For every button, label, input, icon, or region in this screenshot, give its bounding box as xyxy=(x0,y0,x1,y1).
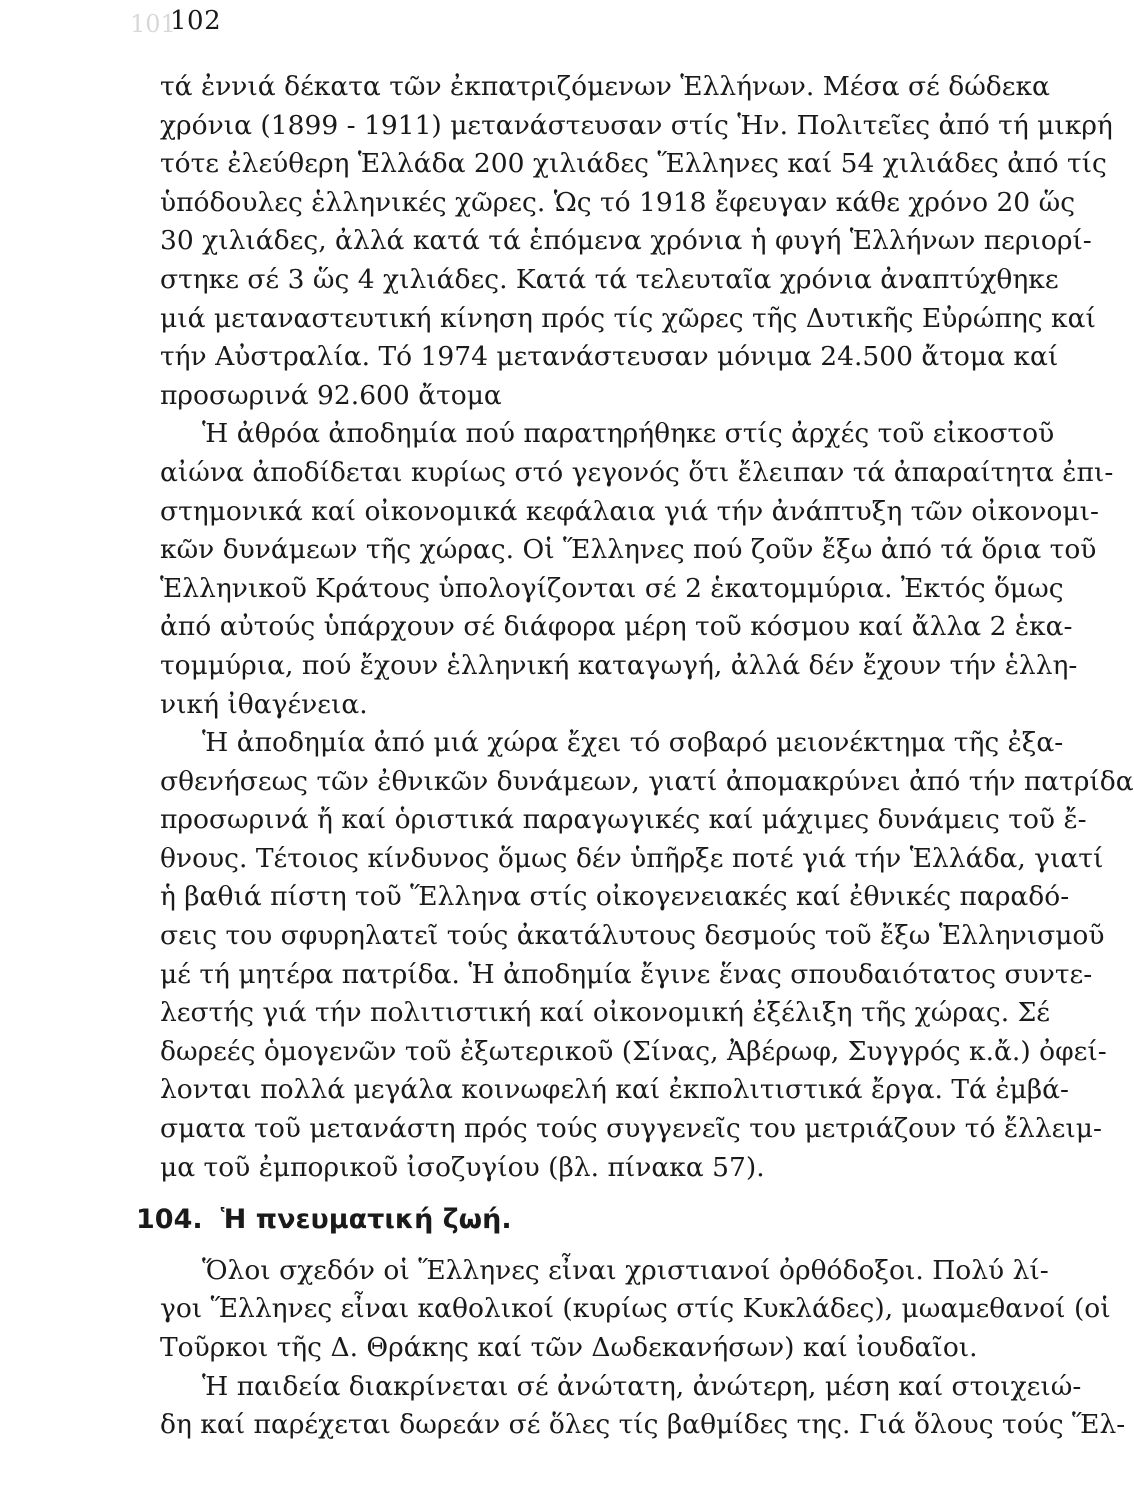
text-line: θνους. Τέτοιος κίνδυνος ὅμως δέν ὑπῆρξε ποτέ γιά τήν Ἑλλάδα, γιατί xyxy=(160,842,1104,874)
page-body xyxy=(136,68,1134,1445)
text-line: Ἡ ἀποδημία ἀπό μιά χώρα ἔχει τό σοβαρό μειονέκτημα τῆς ἐξα- xyxy=(202,727,1064,759)
text-line: Ἡ παιδεία διακρίνεται σέ ἀνώτατη, ἀνώτερη, μέση καί στοιχειώ- xyxy=(202,1370,1082,1402)
text-line: ἀπό αὐτούς ὑπάρχουν σέ διάφορα μέρη τοῦ κόσμου καί ἄλλα 2 ἑκα- xyxy=(160,611,1073,643)
text-line: στημονικά καί οἰκονομικά κεφάλαια γιά τήν ἀνάπτυξη τῶν οἰκονομι- xyxy=(160,495,1099,527)
text-line: τήν Αὐστραλία. Τό 1974 μετανάστευσαν μόνιμα 24.500 ἄτομα καί xyxy=(160,341,1059,373)
text-line: σθενήσεως τῶν ἐθνικῶν δυνάμεων, γιατί ἀπομακρύνει ἀπό τήν πατρίδα xyxy=(160,765,1134,797)
text-line: Ὅλοι σχεδόν οἱ Ἕλληνες εἶναι χριστιανοί ὀρθόδοξοι. Πολύ λί- xyxy=(202,1254,1049,1286)
text-line: μα τοῦ ἐμπορικοῦ ἰσοζυγίου (βλ. πίνακα 57). xyxy=(160,1151,765,1183)
text-line: σεις του σφυρηλατεῖ τούς ἀκατάλυτους δεσμούς τοῦ ἔξω Ἑλληνισμοῦ xyxy=(160,920,1105,952)
text-line: γοι Ἕλληνες εἶναι καθολικοί (κυρίως στίς Κυκλάδες), μωαμεθανοί (οἱ xyxy=(160,1293,1111,1325)
paragraph-2 xyxy=(160,415,1114,724)
text-line: νική ἰθαγένεια. xyxy=(160,688,368,720)
section-heading xyxy=(136,1201,1032,1240)
text-line: Ἑλληνικοῦ Κράτους ὑπολογίζονται σέ 2 ἑκατομμύρια. Ἐκτός ὅμως xyxy=(160,572,1064,604)
text-line: μέ τή μητέρα πατρίδα. Ἡ ἀποδημία ἔγινε ἕνας σπουδαιότατος συντε- xyxy=(160,958,1093,990)
paragraph-3 xyxy=(160,724,1134,1187)
text-line: αἰώνα ἀποδίδεται κυρίως στό γεγονός ὅτι ἔλειπαν τά ἀπαραίτητα ἐπι- xyxy=(160,456,1114,488)
text-line: 30 χιλιάδες, ἀλλά κατά τά ἑπόμενα χρόνια ἡ φυγή Ἑλλήνων περιορί- xyxy=(160,225,1092,257)
section-paragraph-2 xyxy=(160,1368,1126,1445)
text-line: ὑπόδουλες ἑλληνικές χῶρες. Ὡς τό 1918 ἔφευγαν κάθε χρόνο 20 ὥς xyxy=(160,186,1076,218)
text-line: τομμύρια, πού ἔχουν ἑλληνική καταγωγή, ἀλλά δέν ἔχουν τήν ἑλλη- xyxy=(160,649,1078,681)
text-line: ἡ βαθιά πίστη τοῦ Ἕλληνα στίς οἰκογενειακές καί ἐθνικές παραδό- xyxy=(160,881,1070,913)
text-line: σματα τοῦ μετανάστη πρός τούς συγγενεῖς του μετριάζουν τό ἔλλειμ- xyxy=(160,1113,1102,1145)
text-line: στηκε σέ 3 ὥς 4 χιλιάδες. Κατά τά τελευταῖα χρόνια ἀναπτύχθηκε xyxy=(160,263,1059,295)
text-line: κῶν δυνάμεων τῆς χώρας. Οἱ Ἕλληνες πού ζοῦν ἔξω ἀπό τά ὅρια τοῦ xyxy=(160,534,1097,566)
text-line: χρόνια (1899 - 1911) μετανάστευσαν στίς Ἡν. Πολιτεῖες ἀπό τή μικρή xyxy=(160,109,1113,141)
section-number: 104. xyxy=(136,1204,203,1236)
section-title: Ἡ πνευματική ζωή. xyxy=(220,1204,512,1236)
page-number: 102 xyxy=(170,6,222,36)
text-line: δωρεές ὁμογενῶν τοῦ ἐξωτερικοῦ (Σίνας, Ἀβέρωφ, Συγγρός κ.ἄ.) ὀφεί- xyxy=(160,1035,1107,1067)
bleed-through-page-number: 101 xyxy=(130,10,176,38)
text-line: μιά μεταναστευτική κίνηση πρός τίς χῶρες τῆς Δυτικῆς Εὐρώπης καί xyxy=(160,302,1096,334)
text-line: προσωρινά ἤ καί ὁριστικά παραγωγικές καί μάχιμες δυνάμεις τοῦ ἔ- xyxy=(160,804,1087,836)
text-line: προσωρινά 92.600 ἄτομα xyxy=(160,379,502,411)
text-line: λεστής γιά τήν πολιτιστική καί οἰκονομική ἐξέλιξη τῆς χώρας. Σέ xyxy=(160,997,1051,1029)
paragraph-1 xyxy=(160,68,1113,415)
text-line: τότε ἐλεύθερη Ἑλλάδα 200 χιλιάδες Ἕλληνες καί 54 χιλιάδες ἀπό τίς xyxy=(160,148,1107,180)
text-line: δη καί παρέχεται δωρεάν σέ ὅλες τίς βαθμίδες της. Γιά ὅλους τούς Ἕλ- xyxy=(160,1409,1126,1441)
text-line: Ἡ ἀθρόα ἀποδημία πού παρατηρήθηκε στίς ἀρχές τοῦ εἰκοστοῦ xyxy=(202,418,1055,450)
text-line: τά ἐννιά δέκατα τῶν ἐκπατριζόμενων Ἑλλήνων. Μέσα σέ δώδεκα xyxy=(160,71,1050,102)
section-paragraph-1 xyxy=(160,1252,1111,1368)
text-line: λονται πολλά μεγάλα κοινωφελή καί ἐκπολιτιστικά ἔργα. Τά ἐμβά- xyxy=(160,1074,1069,1106)
text-line: Τοῦρκοι τῆς Δ. Θράκης καί τῶν Δωδεκανήσων) καί ἰουδαῖοι. xyxy=(160,1332,978,1363)
